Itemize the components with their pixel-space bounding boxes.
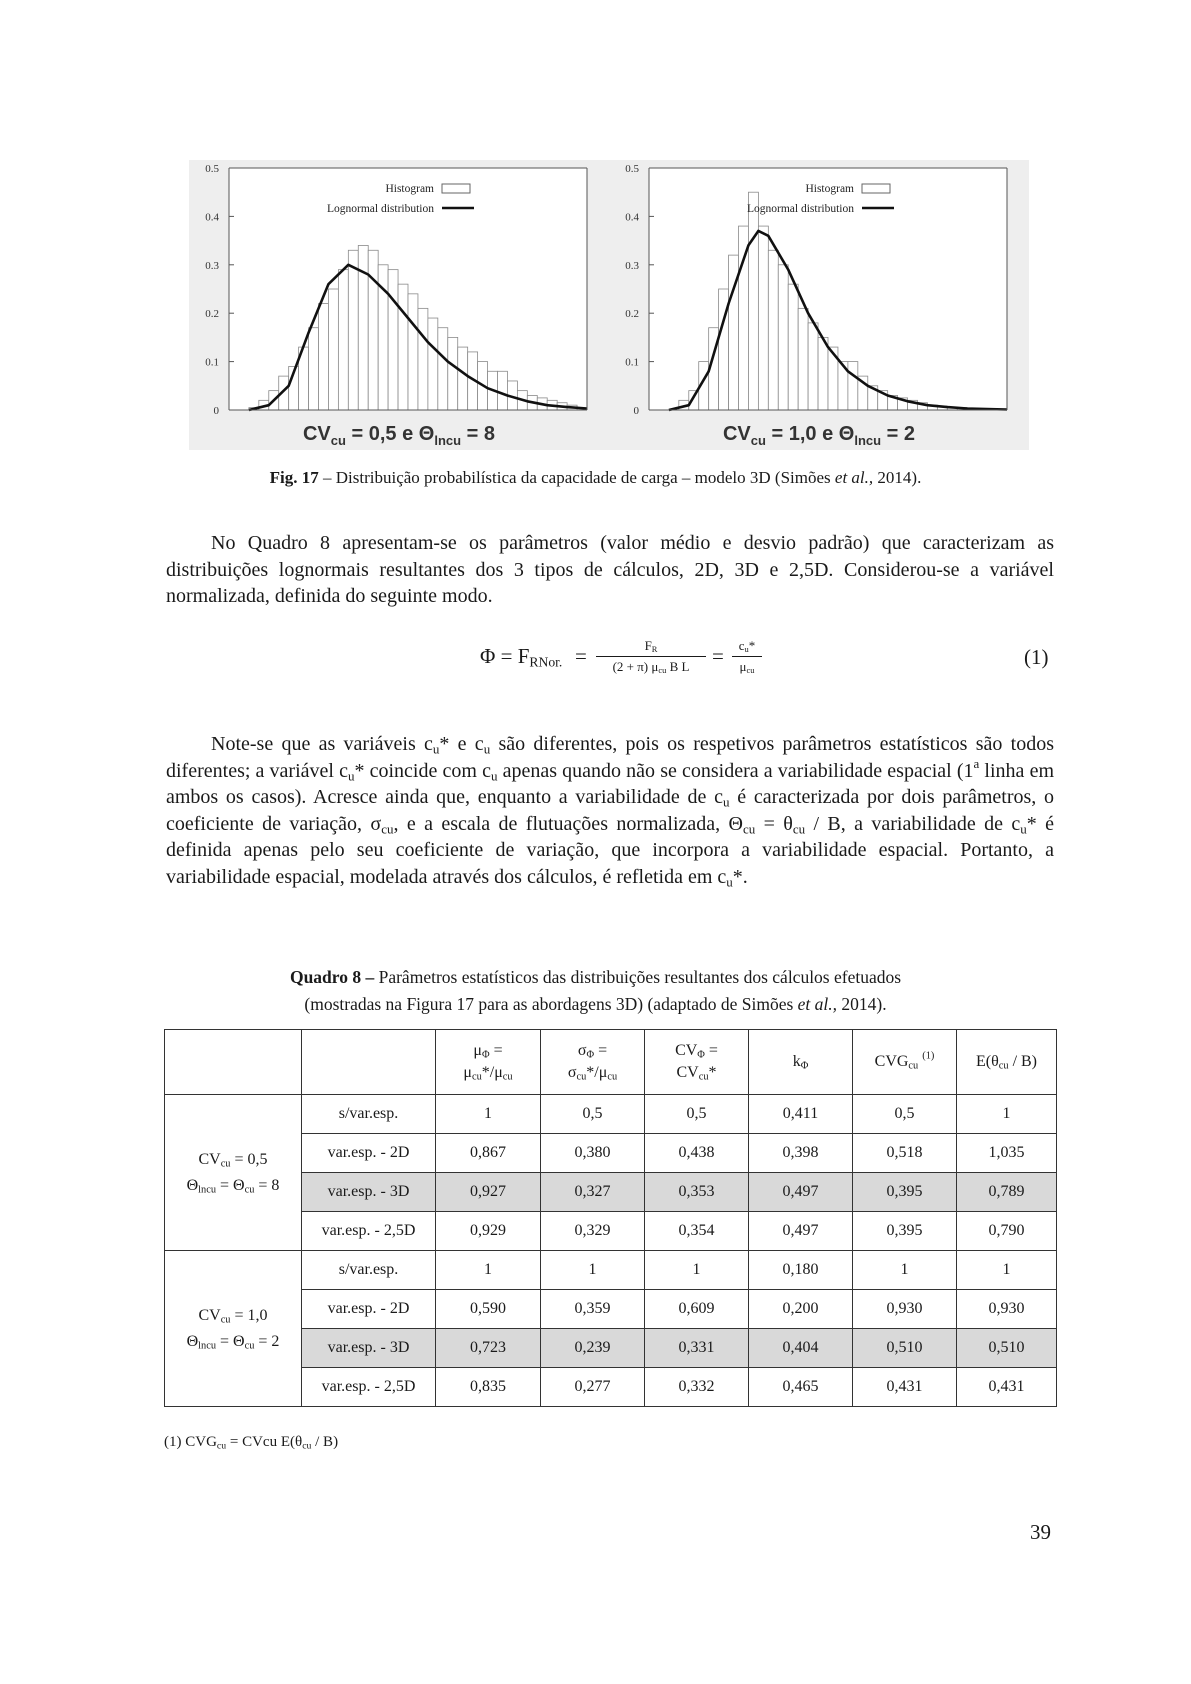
fraction-2-numerator: $c_u*$ bbox=[738, 638, 756, 655]
histogram-bar bbox=[388, 270, 398, 410]
histogram-bar bbox=[808, 323, 818, 410]
table-caption-line-2: (mostradas na Figura 17 para as abordagens 3D) (adaptado de Simões bbox=[304, 994, 798, 1014]
figure-caption bbox=[0, 468, 1191, 488]
table-cell: 0,510 bbox=[853, 1329, 957, 1368]
table-caption-end: 2014). bbox=[837, 994, 887, 1014]
y-tick-label: 0.2 bbox=[625, 308, 639, 321]
table-cell: 0,929 bbox=[436, 1212, 541, 1251]
chart-label-part: cu bbox=[330, 433, 346, 448]
figure-caption-end: 2014). bbox=[873, 468, 922, 487]
table-cell: 0,510 bbox=[957, 1329, 1057, 1368]
table-row bbox=[165, 1251, 1057, 1290]
table-cell: 0,518 bbox=[853, 1134, 957, 1173]
y-tick-label: 0.5 bbox=[625, 163, 639, 175]
legend-histogram-label: Histogram bbox=[805, 183, 854, 195]
header-empty-1 bbox=[165, 1030, 302, 1095]
histogram-bar bbox=[408, 294, 418, 410]
parameters-table bbox=[164, 1029, 1057, 1407]
table-cell: 1 bbox=[957, 1095, 1057, 1134]
histogram-bar bbox=[748, 192, 758, 410]
histogram-bar bbox=[309, 328, 319, 410]
table-header-row bbox=[165, 1030, 1057, 1095]
row-label: var.esp. - 2D bbox=[302, 1290, 436, 1329]
chart-label bbox=[723, 423, 915, 448]
table-row bbox=[165, 1095, 1057, 1134]
paragraph-1 bbox=[166, 530, 1054, 610]
equation-equals-1: = bbox=[575, 644, 587, 668]
table-cell: 0,354 bbox=[645, 1212, 749, 1251]
table-cell: 0,353 bbox=[645, 1173, 749, 1212]
chart-label-part: CV bbox=[302, 423, 331, 445]
header-cvg-cu: $CVG_{cu}$ $^{(1)}$ bbox=[853, 1030, 957, 1095]
equation bbox=[480, 632, 780, 682]
histogram-bar bbox=[778, 265, 788, 410]
table-cell: 0,465 bbox=[749, 1368, 853, 1407]
histogram-bar bbox=[788, 284, 798, 410]
y-tick-label: 0.5 bbox=[205, 163, 219, 175]
group-label-cv-1-0: $CV_{cu} = 1,0$ $\Theta_{lncu} = \Theta_{cu} = 2$ bbox=[165, 1251, 302, 1407]
table-cell: 0,404 bbox=[749, 1329, 853, 1368]
header-k-phi: $k_\Phi$ bbox=[749, 1030, 853, 1095]
table-cell: 0,5 bbox=[645, 1095, 749, 1134]
table-cell: 1,035 bbox=[957, 1134, 1057, 1173]
figure-caption-label: Fig. 17 bbox=[269, 468, 319, 487]
fraction-1-bar bbox=[596, 656, 706, 657]
row-label: s/var.esp. bbox=[302, 1251, 436, 1290]
table-cell: 0,380 bbox=[541, 1134, 645, 1173]
fraction-2 bbox=[732, 638, 762, 675]
histogram-bar bbox=[448, 337, 458, 410]
table-cell: 0,200 bbox=[749, 1290, 853, 1329]
page-number: 39 bbox=[1030, 1520, 1051, 1544]
histogram-bar bbox=[428, 318, 438, 410]
histogram-bar bbox=[338, 270, 348, 410]
row-label: var.esp. - 2,5D bbox=[302, 1212, 436, 1251]
table-cell: 0,835 bbox=[436, 1368, 541, 1407]
legend-histogram-swatch bbox=[862, 184, 890, 193]
header-empty-2 bbox=[302, 1030, 436, 1095]
y-tick-label: 0.4 bbox=[625, 211, 639, 224]
table-caption-label: Quadro 8 – bbox=[289, 967, 375, 987]
header-e-theta: $E(\theta_{cu} / B)$ bbox=[957, 1030, 1057, 1095]
histogram-bar bbox=[848, 362, 858, 410]
table-cell: 0,789 bbox=[957, 1173, 1057, 1212]
table-cell: 0,180 bbox=[749, 1251, 853, 1290]
table-cell: 0,329 bbox=[541, 1212, 645, 1251]
table-cell: 0,327 bbox=[541, 1173, 645, 1212]
table-cell: 0,395 bbox=[853, 1212, 957, 1251]
equation-lhs: $\Phi = F_{RNor.}$ bbox=[480, 644, 563, 670]
table-cell: 1 bbox=[541, 1251, 645, 1290]
figure-caption-text: – Distribuição probabilística da capacidade de carga – modelo 3D (Simões bbox=[318, 468, 835, 487]
histogram-bar bbox=[768, 250, 778, 410]
equation-number: (1) bbox=[1024, 645, 1049, 669]
row-label: var.esp. - 3D bbox=[302, 1173, 436, 1212]
figure-panel bbox=[189, 160, 1029, 450]
table-cell: 0,431 bbox=[957, 1368, 1057, 1407]
fraction-2-denominator: $\mu_{cu}$ bbox=[739, 659, 755, 676]
chart-left bbox=[189, 160, 609, 450]
row-label: var.esp. - 2,5D bbox=[302, 1368, 436, 1407]
chart-label-part: = 1,0 e Θ bbox=[765, 423, 855, 445]
legend-curve-label: Lognormal distribution bbox=[326, 203, 434, 215]
paragraph-2 bbox=[166, 731, 1054, 890]
y-tick-label: 0.1 bbox=[205, 356, 219, 369]
chart-label-part: = 0,5 e Θ bbox=[345, 423, 435, 445]
group-label-cv-0-5: $CV_{cu} = 0,5$ $\Theta_{lncu} = \Theta_{cu} = 8$ bbox=[165, 1095, 302, 1251]
chart-right bbox=[609, 160, 1029, 450]
chart-label-part: CV bbox=[722, 423, 751, 445]
histogram-bar bbox=[438, 328, 448, 410]
chart-label bbox=[303, 423, 495, 448]
header-mu-phi: $\mu_\Phi$ = $\mu_{cu}*/\mu_{cu}$ bbox=[436, 1030, 541, 1095]
table-cell: 0,5 bbox=[853, 1095, 957, 1134]
table-caption bbox=[0, 964, 1191, 1018]
histogram-bar bbox=[818, 337, 828, 410]
table-cell: 0,431 bbox=[853, 1368, 957, 1407]
table-cell: 0,609 bbox=[645, 1290, 749, 1329]
histogram-bar bbox=[418, 308, 428, 410]
header-cv-phi: $CV_\Phi$ = $CV_{cu}*$ bbox=[645, 1030, 749, 1095]
fraction-1-denominator: (2 + π) $\mu_{cu}$ B L bbox=[612, 659, 690, 676]
histogram-bar bbox=[319, 304, 329, 410]
y-tick-label: 0 bbox=[213, 405, 219, 417]
legend-curve-label: Lognormal distribution bbox=[746, 203, 854, 215]
table-cell: 0,590 bbox=[436, 1290, 541, 1329]
legend-histogram-label: Histogram bbox=[385, 183, 434, 195]
table-cell: 0,5 bbox=[541, 1095, 645, 1134]
table-cell: 0,398 bbox=[749, 1134, 853, 1173]
y-tick-label: 0.2 bbox=[205, 308, 219, 321]
table-cell: 0,930 bbox=[957, 1290, 1057, 1329]
table-cell: 0,331 bbox=[645, 1329, 749, 1368]
table-cell: 1 bbox=[853, 1251, 957, 1290]
fraction-2-bar bbox=[732, 656, 762, 657]
row-label: s/var.esp. bbox=[302, 1095, 436, 1134]
chart-label-part: = 8 bbox=[461, 423, 496, 445]
fraction-1-numerator: $F_R$ bbox=[644, 638, 658, 655]
table-cell: 0,438 bbox=[645, 1134, 749, 1173]
table-cell: 0,497 bbox=[749, 1212, 853, 1251]
chart-label-part: = 2 bbox=[881, 423, 916, 445]
y-tick-label: 0.3 bbox=[625, 259, 639, 272]
figure-caption-etal: et al., bbox=[834, 468, 874, 487]
footnote: (1) $CVG_{cu}$ = CVcu $E(\theta_{cu} / B)$ bbox=[164, 1434, 339, 1452]
table-cell: 1 bbox=[645, 1251, 749, 1290]
histogram-bar bbox=[498, 371, 508, 410]
header-sigma-phi: $\sigma_\Phi$ = $\sigma_{cu}*/\mu_{cu}$ bbox=[541, 1030, 645, 1095]
histogram-bar bbox=[398, 284, 408, 410]
histogram-bar bbox=[328, 289, 338, 410]
paragraph-1-text: No Quadro 8 apresentam-se os parâmetros (valor médio e desvio padrão) que caracterizam as distribuições lognormais resultantes dos 3 tipos de cálculos, 2D, 3D e 2,5D. Considerou-se a variável normalizada, definida do seguinte modo. bbox=[166, 532, 1054, 607]
fraction-1 bbox=[596, 638, 706, 675]
table-cell: 1 bbox=[957, 1251, 1057, 1290]
y-tick-label: 0.4 bbox=[205, 211, 219, 224]
table-cell: 0,790 bbox=[957, 1212, 1057, 1251]
row-label: var.esp. - 2D bbox=[302, 1134, 436, 1173]
y-tick-label: 0 bbox=[633, 405, 639, 417]
y-tick-label: 0.3 bbox=[205, 259, 219, 272]
histogram-bar bbox=[458, 347, 468, 410]
histogram-bar bbox=[348, 250, 358, 410]
chart-label-part: lncu bbox=[854, 433, 882, 448]
table-caption-etal: et al., bbox=[797, 994, 838, 1014]
paragraph-2-text: Note-se que as variáveis $c_u*$ e $c_u$ são diferentes, pois os respetivos parâmetros estatísticos são todos diferentes; a variável $c_u*$ coincide com $c_u$ apenas quando não se considera a variabilidade espacial (1$^a$ linha em ambos os casos). Acresce ainda que, enquanto a variabilidade de $c_u$ é caracterizada por dois parâmetros, o coeficiente de variação, $\sigma_{cu}$, e a escala de flutuações normalizada, $\Theta_{cu} = \theta_{cu} / B$, a variabilidade de $c_u*$ é definida apenas pelo seu coeficiente de variação, que incorpora a variabilidade espacial. Portanto, a variabilidade espacial, modelada através dos cálculos, é refletida em $c_u*$. bbox=[166, 733, 1054, 889]
table-cell: 0,332 bbox=[645, 1368, 749, 1407]
equation-equals-2: = bbox=[712, 644, 724, 668]
table-cell: 0,867 bbox=[436, 1134, 541, 1173]
chart-label-part: lncu bbox=[434, 433, 462, 448]
table-cell: 0,411 bbox=[749, 1095, 853, 1134]
histogram-bar bbox=[758, 226, 768, 410]
table-cell: 0,723 bbox=[436, 1329, 541, 1368]
table-cell: 0,927 bbox=[436, 1173, 541, 1212]
y-tick-label: 0.1 bbox=[625, 356, 639, 369]
row-label: var.esp. - 3D bbox=[302, 1329, 436, 1368]
table-caption-line-1: Parâmetros estatísticos das distribuições resultantes dos cálculos efetuados bbox=[374, 967, 902, 987]
legend-histogram-swatch bbox=[442, 184, 470, 193]
table-cell: 0,930 bbox=[853, 1290, 957, 1329]
table-cell: 0,277 bbox=[541, 1368, 645, 1407]
table-cell: 0,497 bbox=[749, 1173, 853, 1212]
histogram-bar bbox=[798, 308, 808, 410]
table-cell: 1 bbox=[436, 1095, 541, 1134]
table-cell: 0,239 bbox=[541, 1329, 645, 1368]
table-cell: 0,395 bbox=[853, 1173, 957, 1212]
chart-label-part: cu bbox=[750, 433, 766, 448]
table-cell: 1 bbox=[436, 1251, 541, 1290]
table-cell: 0,359 bbox=[541, 1290, 645, 1329]
